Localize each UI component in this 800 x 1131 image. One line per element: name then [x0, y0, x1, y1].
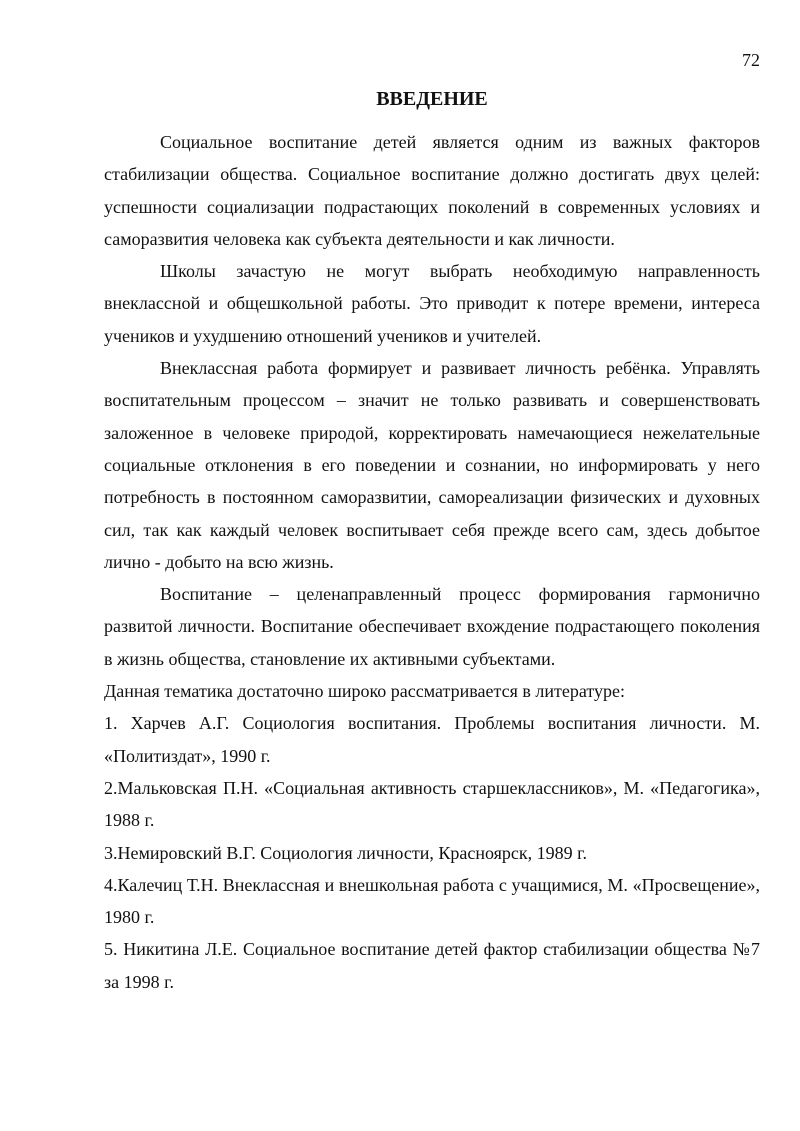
reference-item-2: 2.Мальковская П.Н. «Социальная активность старшеклассников», М. «Педагогика», 1988 г. — [104, 777, 760, 831]
paragraph-1: Социальное воспитание детей является одним из важных факторов стабилизации общества. Социальное воспитание должно достигать двух целей: успешности социализации подрастающих поколений в современных условиях и саморазвития человека как субъекта деятельности и как личности. — [104, 132, 760, 249]
reference-item-3: 3.Немировский В.Г. Социология личности, Красноярск, 1989 г. — [104, 842, 587, 863]
page-number: 72 — [742, 50, 760, 70]
literature-intro: Данная тематика достаточно широко рассматривается в литературе: — [104, 681, 625, 702]
reference-item-4: 4.Калечиц Т.Н. Внеклассная и внешкольная работа с учащимися, М. «Просвещение», 1980 г. — [104, 874, 760, 928]
paragraph-4: Воспитание – целенаправленный процесс формирования гармонично развитой личности. Воспитание обеспечивает вхождение подрастающего поколения в жизнь общества, становление их активными субъектами. — [104, 584, 760, 669]
page-title: ВВЕДЕНИЕ — [376, 88, 488, 110]
paragraph-2: Школы зачастую не могут выбрать необходимую направленность внеклассной и общешкольной работы. Это приводит к потере времени, интереса учеников и ухудшению отношений учеников и учителей. — [104, 261, 760, 346]
reference-item-1: 1. Харчев А.Г. Социология воспитания. Проблемы воспитания личности. М. «Политиздат», 1990 г. — [104, 713, 760, 766]
paragraph-3: Внеклассная работа формирует и развивает личность ребёнка. Управлять воспитательным процессом – значит не только развивать и совершенствовать заложенное в человеке природой, корректировать намечающиеся нежелательные социальные отклонения в его поведении и сознании, но информировать у него потребность в постоянном саморазвитии, самореализации физических и духовных сил, так как каждый человек воспитывает себя прежде всего сам, здесь добытое лично - добыто на всю жизнь. — [104, 358, 760, 572]
body-text — [104, 126, 760, 998]
reference-item-5: 5. Никитина Л.Е. Социальное воспитание детей фактор стабилизации общества №7 за 1998 г. — [104, 939, 760, 992]
